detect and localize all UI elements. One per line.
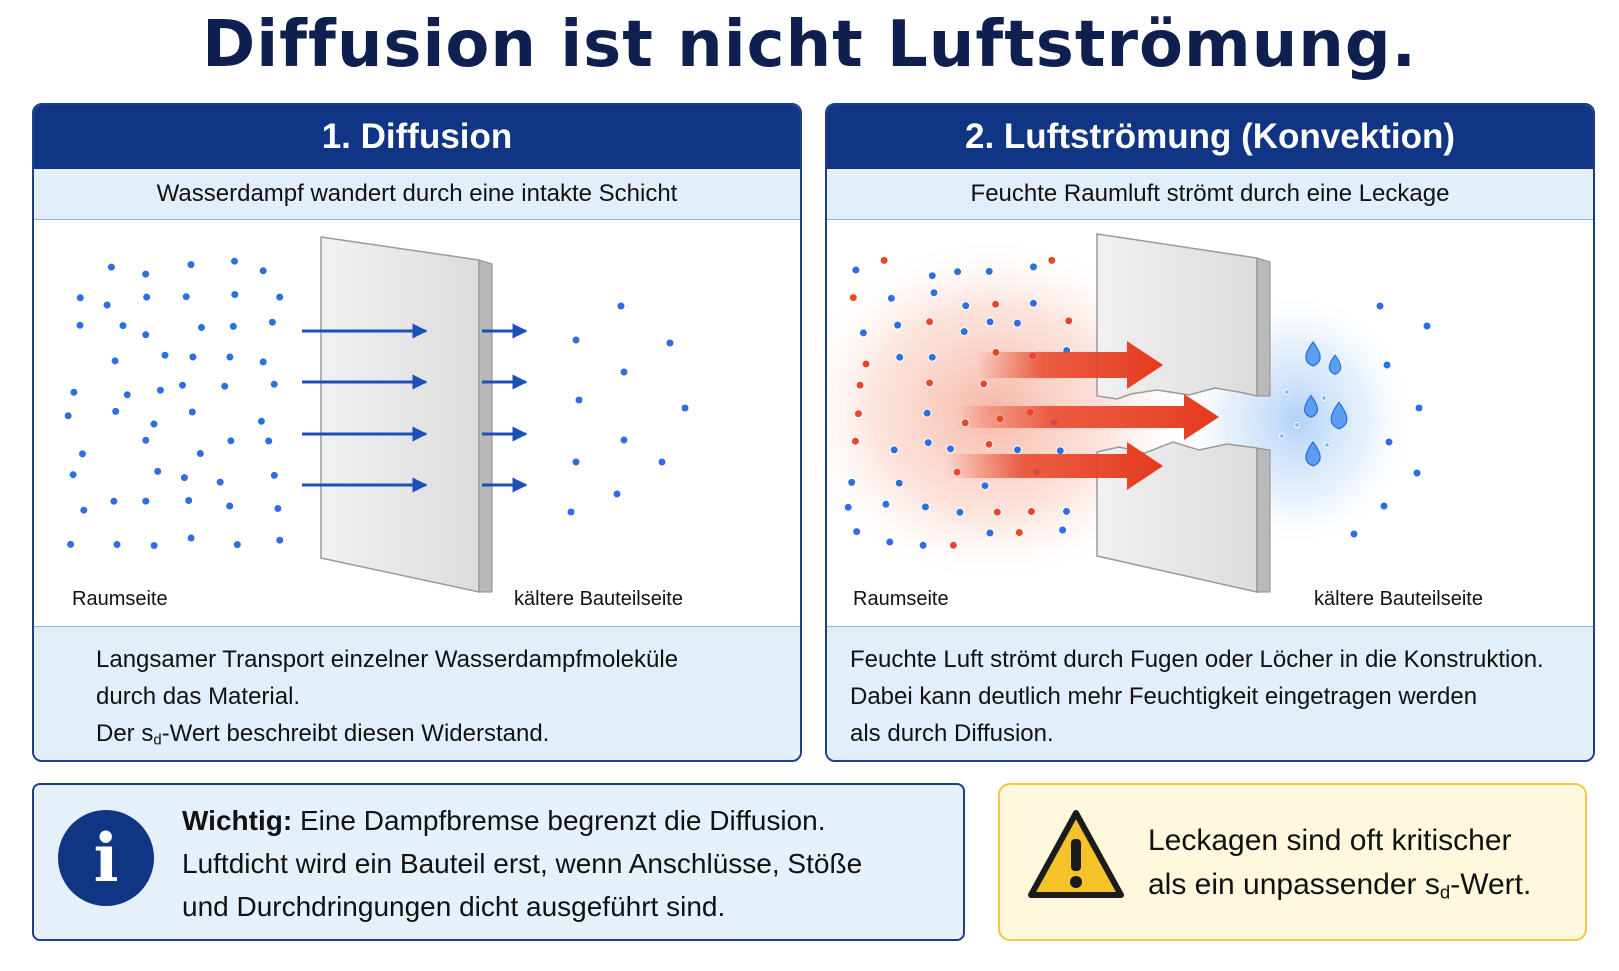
vapor-molecule [142, 270, 150, 278]
humid-air-molecule [981, 482, 989, 490]
humid-air-molecule [1063, 507, 1071, 515]
info-line3: und Durchdringungen dicht ausgeführt sind. [182, 891, 726, 922]
humid-air-molecule [1056, 447, 1064, 455]
mist-particle [1285, 390, 1290, 395]
vapor-molecule [274, 505, 282, 513]
humid-air-molecule [930, 289, 938, 297]
vapor-molecule [107, 263, 115, 271]
humid-air-molecule [856, 381, 864, 389]
humid-air-molecule [1065, 317, 1073, 325]
vapor-molecule [233, 541, 241, 549]
humid-air-molecule [890, 446, 898, 454]
humid-air-molecule [862, 360, 870, 368]
warning-text [1148, 819, 1531, 915]
humid-air-molecule [854, 410, 862, 418]
humid-air-molecule [1027, 508, 1035, 516]
vapor-molecule [103, 301, 111, 309]
vapor-molecule [185, 497, 193, 505]
vapor-molecule [229, 322, 237, 330]
vapor-molecule [1376, 302, 1384, 310]
intact-wall-layer [321, 237, 492, 592]
humid-air-molecule [947, 445, 955, 453]
convection-description-line2: Dabei kann deutlich mehr Feuchtigkeit eingetragen werden [850, 683, 1478, 710]
page-title: Diffusion ist nicht Luftströmung. [202, 8, 1417, 82]
warning-icon [1028, 809, 1124, 901]
humid-air-molecule [1059, 526, 1067, 534]
info-bold-label: Wichtig: [182, 805, 293, 836]
vapor-molecule [79, 450, 87, 458]
vapor-molecule [113, 541, 121, 549]
vapor-molecule [180, 474, 188, 482]
humid-air-molecule [1048, 256, 1056, 264]
humid-air-molecule [895, 479, 903, 487]
convection-description-line1: Feuchte Luft strömt durch Fugen oder Löcher in die Konstruktion. [850, 646, 1544, 673]
vapor-molecule [1383, 361, 1391, 369]
vapor-molecule [613, 490, 621, 498]
vapor-molecule [64, 412, 72, 420]
vapor-molecule [620, 436, 628, 444]
vapor-molecule [112, 407, 120, 415]
vapor-molecule [119, 322, 127, 330]
vapor-molecule [231, 257, 239, 265]
vapor-molecule [666, 339, 674, 347]
vapor-molecule [658, 458, 666, 466]
vapor-molecule [150, 420, 158, 428]
mist-particle [1325, 443, 1330, 448]
info-line2: Luftdicht wird ein Bauteil erst, wenn Anschlüsse, Stöße [182, 848, 863, 879]
vapor-molecule [567, 508, 575, 516]
cold-side-label: kältere Bauteilseite [514, 588, 683, 610]
vapor-molecule [216, 478, 224, 486]
humid-air-molecule [859, 329, 867, 337]
humid-air-molecule [924, 439, 932, 447]
info-text [182, 799, 943, 928]
vapor-molecule [257, 417, 265, 425]
vapor-molecule [276, 293, 284, 301]
vapor-molecule [620, 368, 628, 376]
diffusion-diagram [34, 220, 800, 625]
cold-side-label: kältere Bauteilseite [1314, 588, 1483, 610]
convection-illustration [827, 220, 1593, 625]
humid-air-molecule [921, 503, 929, 511]
vapor-molecules-room-side [64, 257, 284, 549]
vapor-molecule [226, 353, 234, 361]
diffusion-subheading: Wasserdampf wandert durch eine intakte Schicht [34, 169, 800, 220]
vapor-molecule [80, 506, 88, 514]
humid-air-molecule [985, 267, 993, 275]
vapor-molecule [1413, 469, 1421, 477]
humid-air-molecule [926, 318, 934, 326]
convection-heading: 2. Luftströmung (Konvektion) [827, 105, 1593, 169]
vapor-molecule [681, 404, 689, 412]
vapor-molecule [76, 294, 84, 302]
room-side-label: Raumseite [72, 588, 168, 610]
vapor-molecule [67, 540, 75, 548]
vapor-molecules-cold-side [567, 302, 689, 516]
vapor-molecule [1350, 530, 1358, 538]
warning-callout [998, 783, 1587, 941]
diffusion-description-line3: Der $s_d$-Wert beschreibt diesen Widerstand. [96, 720, 550, 749]
vapor-molecule [142, 436, 150, 444]
humid-air-molecule [980, 380, 988, 388]
humid-air-molecule [949, 541, 957, 549]
info-line1: Eine Dampfbremse begrenzt die Diffusion. [292, 805, 826, 836]
vapor-molecule [154, 467, 162, 475]
vapor-molecule [572, 458, 580, 466]
vapor-molecule [123, 391, 131, 399]
vapor-molecule [1385, 438, 1393, 446]
vapor-molecule [111, 357, 119, 365]
info-callout [32, 783, 965, 941]
vapor-molecule [268, 318, 276, 326]
humid-air-molecule [849, 294, 857, 302]
humid-air-molecule [1013, 319, 1021, 327]
vapor-molecule [1415, 404, 1423, 412]
vapor-molecule [142, 331, 150, 339]
diffusion-panel [32, 103, 802, 762]
humid-air-molecule [896, 353, 904, 361]
vapor-molecule [575, 396, 583, 404]
vapor-molecule [179, 381, 187, 389]
vapor-molecule [161, 351, 169, 359]
vapor-molecule [196, 450, 204, 458]
humid-air-molecule [960, 328, 968, 336]
warning-line1: Leckagen sind oft kritischer [1148, 824, 1512, 857]
humid-air-molecule [853, 528, 861, 536]
humid-air-molecule [851, 437, 859, 445]
humid-air-molecule [962, 302, 970, 310]
humid-air-molecule [919, 541, 927, 549]
humid-air-molecule [887, 294, 895, 302]
humid-air-molecule [1030, 263, 1038, 271]
vapor-molecule [69, 471, 77, 479]
humid-air-molecule [926, 379, 934, 387]
vapor-molecule [150, 542, 158, 550]
humid-air-molecule [880, 256, 888, 264]
vapor-molecule [187, 261, 195, 269]
humid-air-molecule [986, 529, 994, 537]
diffusion-description [34, 626, 800, 760]
info-icon: i [58, 810, 154, 906]
humid-air-molecule [923, 409, 931, 417]
humid-air-molecule [852, 266, 860, 274]
diffusion-description-line2: durch das Material. [96, 683, 301, 710]
convection-description-line3: als durch Diffusion. [850, 720, 1054, 747]
warning-line2: als ein unpassender $s_d$-Wert. [1148, 868, 1532, 903]
humid-air-molecule [928, 353, 936, 361]
vapor-molecule [265, 437, 273, 445]
humid-air-molecule [886, 538, 894, 546]
mist-particle [1322, 396, 1327, 401]
convection-subheading: Feuchte Raumluft strömt durch eine Leckage [827, 169, 1593, 220]
vapor-molecule [276, 536, 284, 544]
vapor-molecule [617, 302, 625, 310]
humid-air-molecule [882, 500, 890, 508]
room-side-label: Raumseite [853, 588, 949, 610]
humid-air-molecule [844, 503, 852, 511]
convection-description [827, 626, 1593, 760]
vapor-molecule [110, 497, 118, 505]
vapor-molecule [231, 291, 239, 299]
convection-diagram [827, 220, 1593, 625]
diffusion-illustration [34, 220, 800, 625]
humid-air-molecule [985, 440, 993, 448]
vapor-molecule [188, 408, 196, 416]
vapor-molecule [142, 497, 150, 505]
humid-air-molecule [848, 478, 856, 486]
mist-particle [1280, 434, 1285, 439]
humid-air-molecule [956, 508, 964, 516]
mist-particle [1295, 423, 1300, 428]
humid-air-molecule [894, 321, 902, 329]
vapor-molecule [270, 471, 278, 479]
humid-air-molecule [954, 268, 962, 276]
vapor-molecule [226, 502, 234, 510]
vapor-molecule [187, 534, 195, 542]
vapor-molecule [221, 382, 229, 390]
vapor-molecule [270, 380, 278, 388]
humid-air-molecule [1029, 299, 1037, 307]
vapor-molecule [1423, 322, 1431, 330]
vapor-molecule [76, 321, 84, 329]
humid-air-molecule [993, 508, 1001, 516]
vapor-molecule [189, 353, 197, 361]
vapor-molecule [259, 358, 267, 366]
humid-air-molecule [992, 300, 1000, 308]
vapor-molecule [572, 336, 580, 344]
vapor-molecule [70, 388, 78, 396]
convection-panel [825, 103, 1595, 762]
vapor-molecule [1380, 502, 1388, 510]
vapor-molecule [227, 437, 235, 445]
humid-air-molecule [928, 272, 936, 280]
vapor-molecule [143, 293, 151, 301]
vapor-molecule [182, 293, 190, 301]
vapor-molecule [156, 386, 164, 394]
vapor-molecule [198, 324, 206, 332]
diffusion-heading: 1. Diffusion [34, 105, 800, 169]
humid-air-molecule [1015, 529, 1023, 537]
diffusion-description-line1: Langsamer Transport einzelner Wasserdampfmoleküle [96, 646, 679, 673]
humid-air-molecule [986, 318, 994, 326]
humid-air-molecule [1014, 446, 1022, 454]
vapor-molecule [259, 267, 267, 275]
